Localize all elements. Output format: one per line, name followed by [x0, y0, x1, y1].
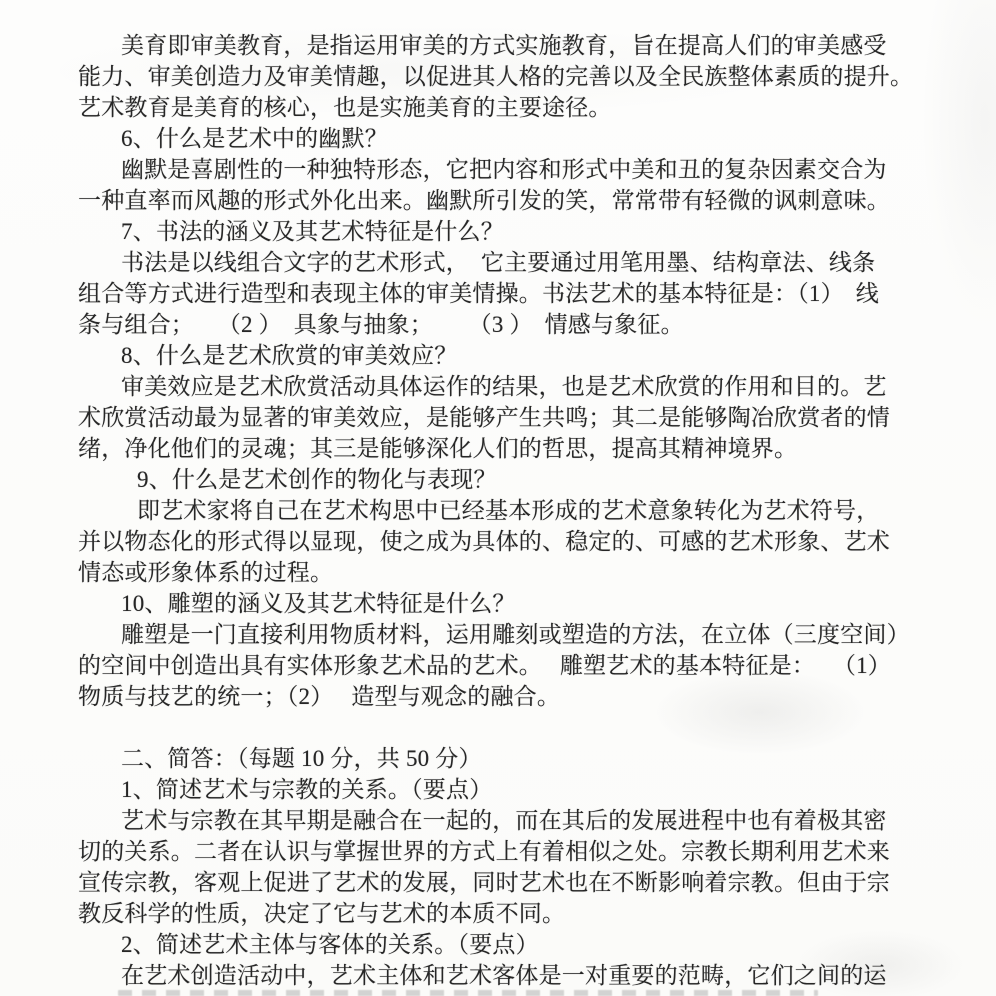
- text-line: 雕塑是一门直接利用物质材料，运用雕刻或塑造的方法，在立体（三度空间）: [121, 622, 910, 647]
- text-line: 即艺术家将自己在艺术构思中已经基本形成的艺术意象转化为艺术符号，: [137, 498, 880, 523]
- text-line: 绪，净化他们的灵魂；其三是能够深化人们的哲思，提高其精神境界。: [78, 436, 798, 461]
- text-line: 组合等方式进行造型和表现主体的审美情操。书法艺术的基本特征是：（1） 线: [78, 281, 879, 306]
- text-line: 术欣赏活动最为显著的审美效应，是能够产生共鸣；其二是能够陶冶欣赏者的情: [78, 405, 890, 430]
- text-line: 并以物态化的形式得以显现，使之成为具体的、稳定的、可感的艺术形象、艺术: [78, 529, 890, 554]
- text-line: 在艺术创造活动中，艺术主体和艺术客体是一对重要的范畴，它们之间的运: [121, 963, 887, 988]
- blank-line: [78, 712, 920, 743]
- question-line: 7、书法的涵义及其艺术特征是什么？: [121, 219, 504, 244]
- text-line: 书法是以线组合文字的艺术形式， 它主要通过用笔用墨、结构章法、线条: [121, 250, 876, 275]
- text-line: 物质与技艺的统一；（2） 造型与观念的融合。: [78, 684, 561, 709]
- section-heading-line: 二、简答：（每题 10 分，共 50 分）: [121, 746, 482, 771]
- question-line: 10、雕塑的涵义及其艺术特征是什么？: [121, 591, 516, 616]
- text-line: 情态或形象体系的过程。: [78, 560, 334, 585]
- question-line: 2、简述艺术主体与客体的关系。（要点）: [121, 932, 539, 957]
- text-line: 的空间中创造出具有实体形象艺术品的艺术。 雕塑艺术的基本特征是： （1）: [78, 653, 891, 678]
- text-line: 宣传宗教，客观上促进了艺术的发展，同时艺术也在不断影响着宗教。但由于宗: [78, 870, 890, 895]
- text-line: 艺术与宗教在其早期是融合在一起的，而在其后的发展进程中也有着极其密: [121, 808, 887, 833]
- text-line: 能力、审美创造力及审美情趣，以促进其人格的完善以及全民族整体素质的提升。: [78, 64, 914, 89]
- document-text-block: [78, 30, 920, 991]
- question-line: 1、简述艺术与宗教的关系。（要点）: [121, 777, 493, 802]
- cutoff-next-line-artifact: [118, 990, 818, 996]
- question-line: 8、什么是艺术欣赏的审美效应？: [121, 343, 458, 368]
- text-line: 切的关系。二者在认识与掌握世界的方式上有着相似之处。宗教长期利用艺术来: [78, 839, 890, 864]
- text-line: 幽默是喜剧性的一种独特形态，它把内容和形式中美和丑的复杂因素交合为: [121, 157, 887, 182]
- text-line: 条与组合； （2 ） 具象与抽象； （3 ） 情感与象征。: [78, 312, 684, 337]
- text-line: 美育即审美教育，是指运用审美的方式实施教育，旨在提高人们的审美感受: [121, 33, 887, 58]
- text-line: 教反科学的性质，决定了它与艺术的本质不同。: [78, 901, 566, 926]
- text-line: 审美效应是艺术欣赏活动具体运作的结果，也是艺术欣赏的作用和目的。艺: [121, 374, 887, 399]
- question-line: 9、什么是艺术创作的物化与表现？: [137, 467, 497, 492]
- text-line: 一种直率而风趣的形式外化出来。幽默所引发的笑，常常带有轻微的讽刺意味。: [78, 188, 890, 213]
- text-line: 艺术教育是美育的核心，也是实施美育的主要途径。: [78, 95, 612, 120]
- question-line: 6、什么是艺术中的幽默？: [121, 126, 388, 151]
